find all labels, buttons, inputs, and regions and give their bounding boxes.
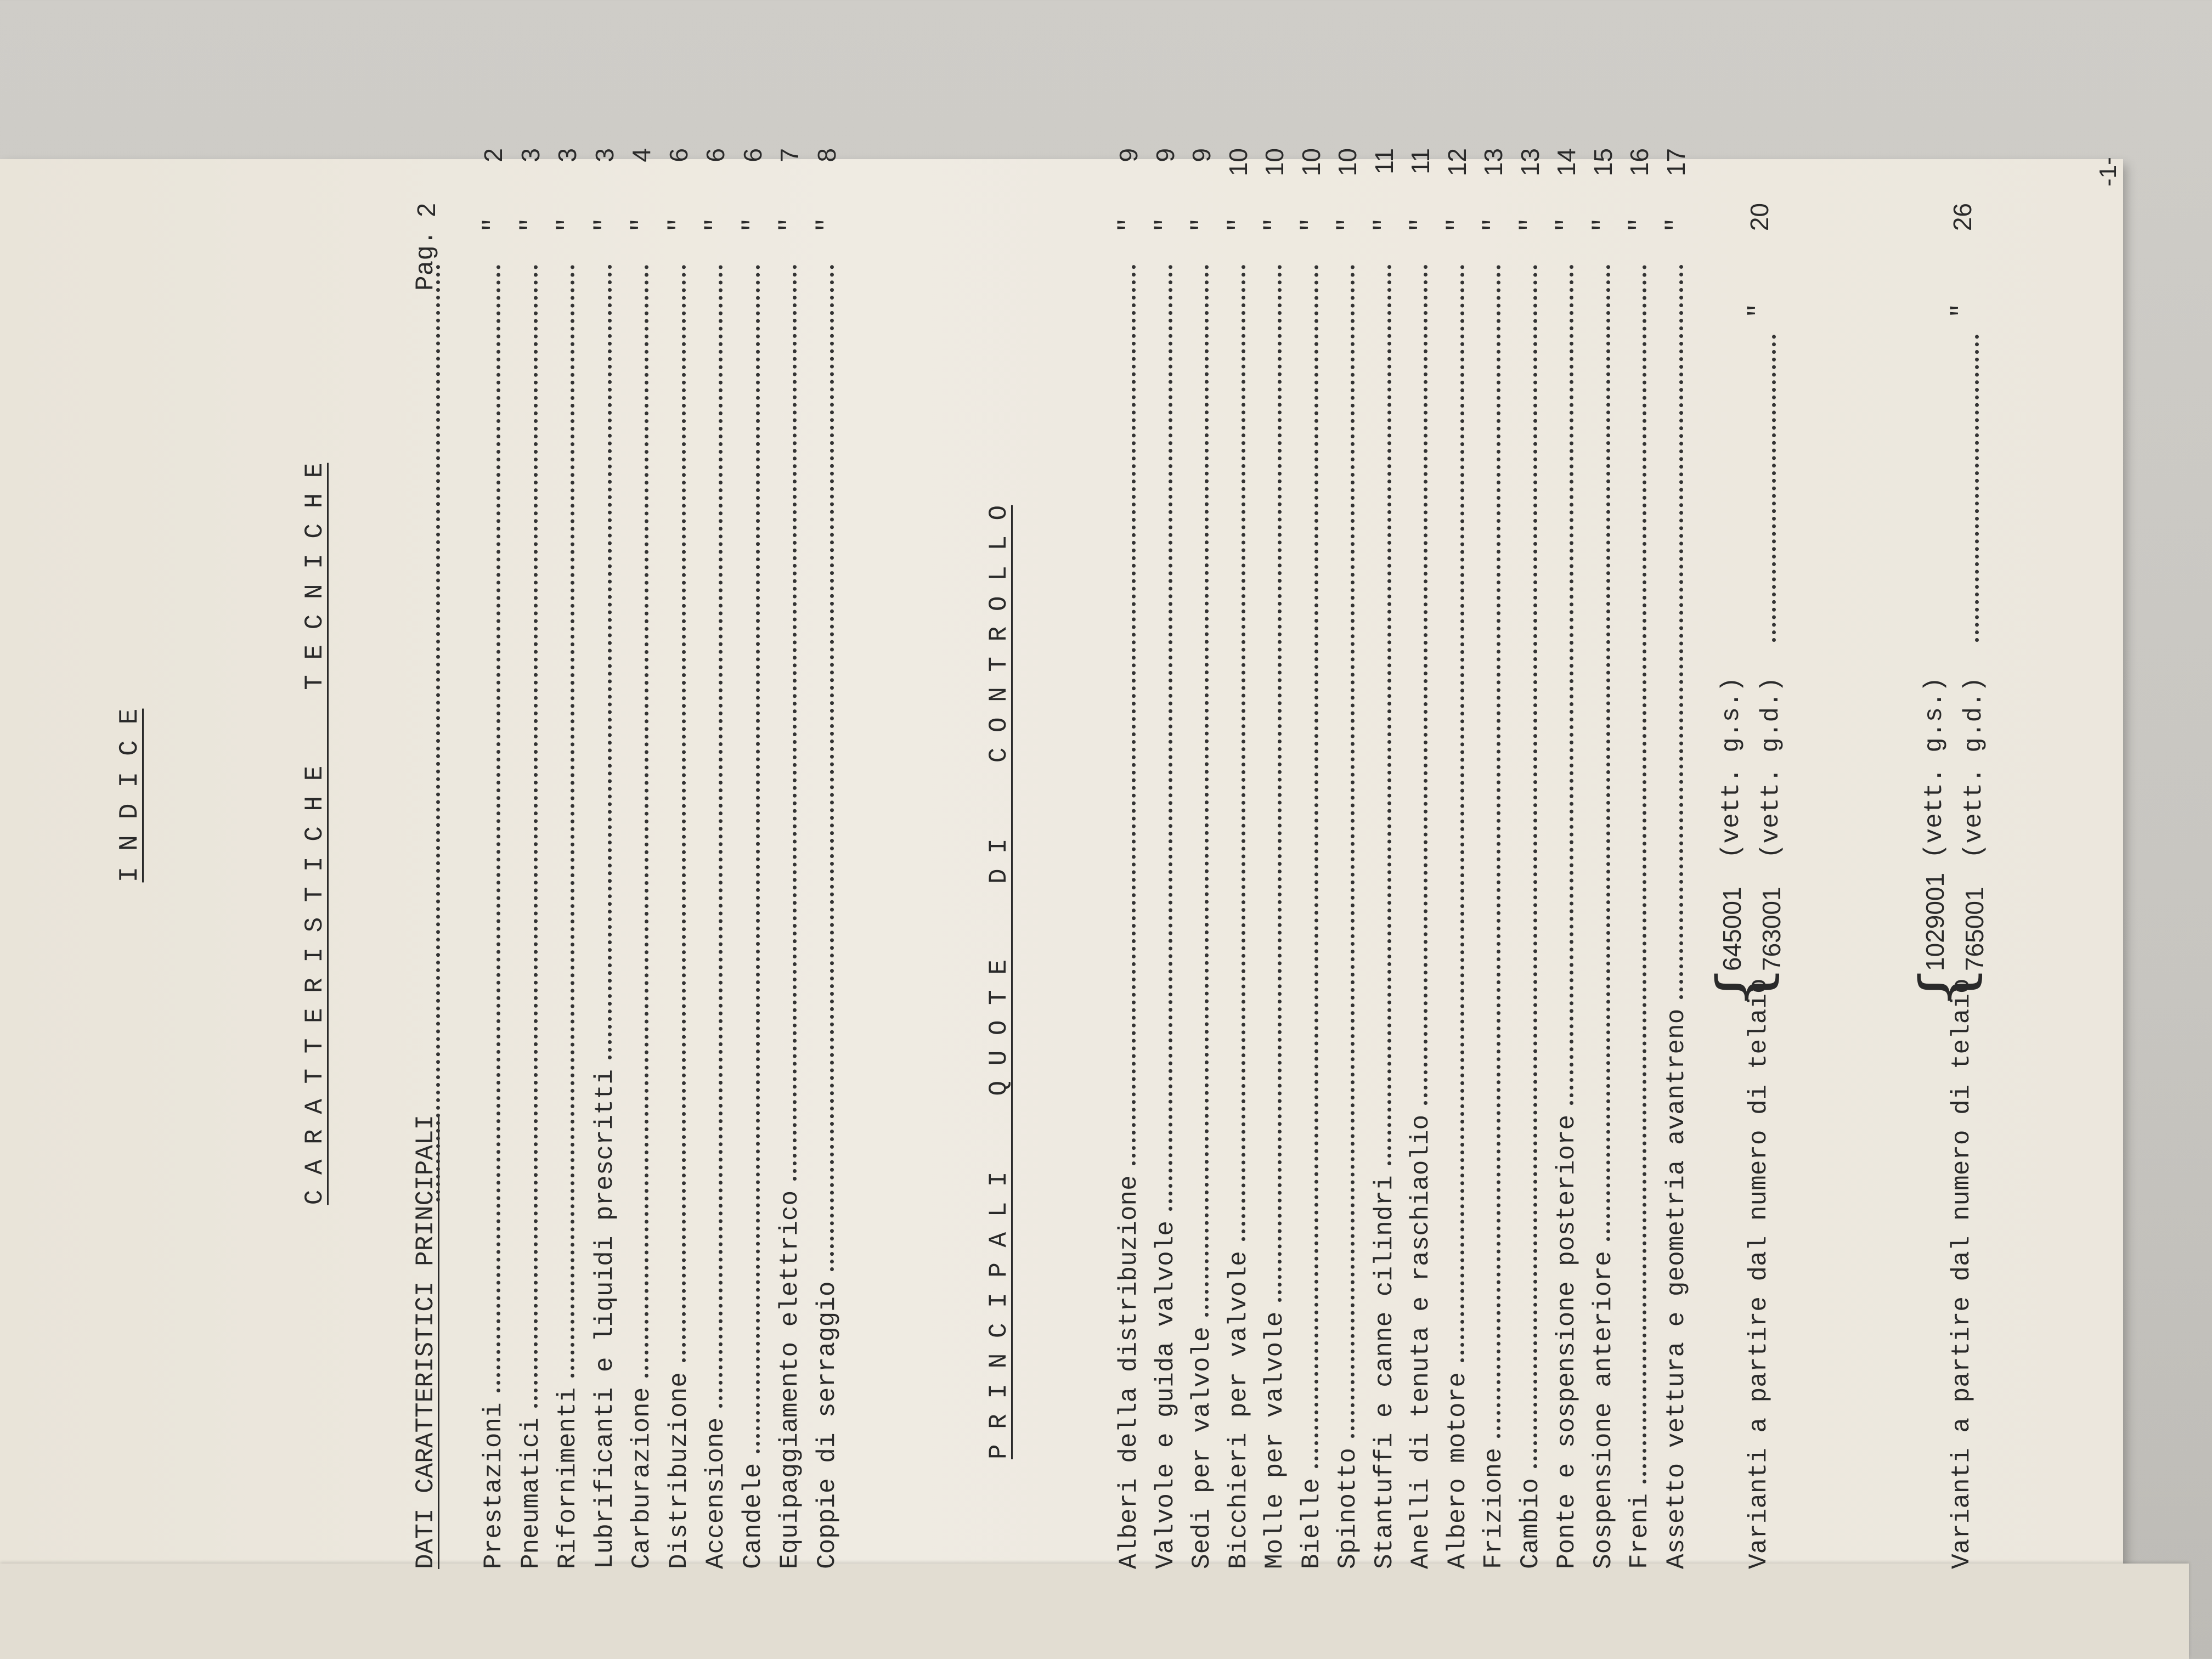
entry-page-number: 10 (1260, 148, 1289, 177)
entry-page-number: 13 (1479, 148, 1508, 177)
index-entry (509, 148, 545, 1569)
dot-leader (1975, 335, 1979, 642)
entry-page-number: 6 (664, 148, 693, 162)
entry-label: Coppie di serraggio (812, 1281, 842, 1569)
ditto-mark: " (1589, 217, 1618, 233)
section2-title: P R I N C I P A L I Q U O T E D I C O N T R O L L O (985, 505, 1013, 1459)
vehicle-type: (vett. g.d.) (1757, 676, 1785, 859)
index-entry (1545, 148, 1581, 1569)
entry-page-number: 9 (1187, 148, 1216, 162)
dot-leader (1132, 264, 1136, 1165)
dot-leader (1351, 264, 1355, 1438)
dot-leader (1424, 264, 1427, 1105)
section1-title-row (411, 252, 448, 1201)
entry-label: Rifornimenti (554, 1387, 582, 1569)
entry-label: Frizione (1480, 1448, 1508, 1569)
dot-leader (1533, 264, 1537, 1468)
index-entry (805, 148, 842, 1569)
entry-label: Valvole e guida valvole (1151, 1221, 1180, 1569)
chassis-number: 763001 (1757, 887, 1786, 971)
dot-leader (645, 264, 648, 1378)
entry-label: Distribuzione (664, 1372, 693, 1569)
index-entry (731, 148, 768, 1569)
variant-label: Varianti a partire dal numero di telaio (1948, 978, 1976, 1569)
index-entry (1399, 148, 1435, 1569)
entry-label: Freni (1626, 1493, 1654, 1569)
entry-page-number: 10 (1296, 148, 1325, 177)
entry-page-number: 6 (738, 148, 767, 162)
ditto-mark: " (1948, 303, 1976, 318)
dot-leader (1278, 264, 1282, 1302)
ditto-mark: " (1662, 217, 1691, 233)
entry-label: Alberi della distribuzione (1115, 1175, 1143, 1569)
ditto-mark: " (590, 217, 619, 233)
dot-leader (756, 264, 760, 1453)
entry-label: Anelli di tenuta e raschiaolio (1407, 1114, 1435, 1569)
vehicle-type: (vett. g.d.) (1960, 676, 1988, 859)
dot-leader (1570, 264, 1573, 1105)
index-entry (1107, 148, 1143, 1569)
dot-leader (1606, 264, 1610, 1241)
dot-leader (1169, 264, 1172, 1211)
entry-label: Equipaggiamento elettrico (776, 1190, 804, 1569)
variant-label: Varianti a partire dal numero di telaio (1745, 978, 1773, 1569)
ditto-mark: " (1334, 217, 1362, 233)
page-prefix: Pag. (411, 230, 440, 291)
entry-label: Ponte e sospensione posteriore (1553, 1114, 1581, 1569)
index-entry (694, 148, 730, 1569)
dot-leader (1242, 264, 1245, 1241)
ditto-mark: " (812, 217, 842, 233)
entry-label: Carburazione (628, 1387, 656, 1569)
entry-label: Molle per valvole (1261, 1311, 1289, 1569)
entry-label: Sedi per valvole (1188, 1327, 1216, 1569)
page-folio: -1- (2095, 157, 2121, 187)
ditto-mark: " (1370, 217, 1399, 233)
entry-label: Pneumatici (516, 1417, 545, 1569)
entry-page-number: 13 (1515, 148, 1544, 177)
ditto-mark: " (738, 217, 768, 233)
brace-symbol: { (1906, 964, 1988, 1009)
entry-page-number: 9 (1114, 148, 1143, 162)
chassis-number: 1029001 (1921, 872, 1949, 971)
entry-page-number: 7 (775, 148, 804, 162)
dot-leader (1387, 264, 1391, 1165)
ditto-mark: " (1188, 217, 1216, 233)
index-entry (1363, 148, 1399, 1569)
dot-leader (534, 264, 538, 1408)
dot-leader (1314, 264, 1318, 1468)
index-entry (1253, 148, 1289, 1569)
dot-leader (1643, 264, 1646, 1483)
index-entry (1472, 148, 1508, 1569)
section1-title: DATI CARATTERISTICI PRINCIPALI (411, 1114, 440, 1569)
index-entry (1217, 148, 1253, 1569)
entry-page-number: 17 (1661, 148, 1690, 177)
index-entry (546, 148, 582, 1569)
entry-page-number: 12 (1442, 148, 1471, 177)
dot-leader (436, 264, 440, 1201)
entry-label: Spinotto (1334, 1448, 1362, 1569)
chassis-number: 765001 (1960, 887, 1989, 971)
entry-label: Assetto vettura e geometria avantreno (1662, 1008, 1691, 1569)
ditto-mark: " (1626, 217, 1654, 233)
dot-leader (1460, 264, 1464, 1362)
index-title: I N D I C E (115, 708, 145, 883)
entry-label: Accensione (702, 1417, 730, 1569)
dot-leader (682, 264, 686, 1362)
entry-label: Lubrificanti e liquidi prescritti (590, 1069, 619, 1569)
ditto-mark: " (1297, 217, 1326, 233)
ditto-mark: " (1516, 217, 1545, 233)
entry-page-number: 3 (516, 148, 545, 162)
index-entry (768, 148, 804, 1569)
entry-label: Cambio (1516, 1478, 1545, 1569)
ditto-mark: " (1151, 217, 1180, 233)
entry-page-number: 16 (1625, 148, 1654, 177)
index-entry (1618, 148, 1654, 1569)
index-entry (1582, 148, 1618, 1569)
ditto-mark: " (1224, 217, 1253, 233)
index-entry (620, 148, 656, 1569)
ditto-mark: " (776, 217, 804, 233)
brace-symbol: { (1703, 964, 1785, 1009)
ditto-mark: " (1553, 217, 1581, 233)
entry-page-number: 11 (1369, 148, 1398, 174)
index-entry (1655, 148, 1691, 1569)
entry-page-number: 10 (1223, 148, 1252, 177)
index-entry (657, 148, 693, 1569)
dot-leader (571, 264, 574, 1378)
dot-leader (608, 264, 612, 1059)
ditto-mark: " (1480, 217, 1508, 233)
index-entry (1509, 148, 1545, 1569)
index-entry (1180, 148, 1216, 1569)
chassis-number: 645001 (1718, 887, 1746, 971)
entry-page-number: 3 (590, 148, 619, 162)
entry-page-number: 20 (1745, 203, 1774, 232)
vehicle-type: (vett. g.s.) (1920, 676, 1949, 859)
dot-leader (830, 264, 834, 1272)
entry-label: Bielle (1297, 1478, 1326, 1569)
ditto-mark: " (516, 217, 545, 233)
entry-label: Albero motore (1443, 1372, 1472, 1569)
ditto-mark: " (664, 217, 693, 233)
entry-page-number: 3 (553, 148, 582, 162)
ditto-mark: " (628, 217, 656, 233)
dot-leader (793, 264, 797, 1181)
ditto-mark: " (554, 217, 582, 233)
technical-characteristics-heading: C A R A T T E R I S T I C H E T E C N I C H E (301, 462, 329, 1205)
ditto-mark: " (1407, 217, 1435, 233)
index-entry (1436, 148, 1472, 1569)
vehicle-type: (vett. g.s.) (1717, 676, 1746, 859)
dot-leader (1205, 264, 1209, 1317)
dot-leader (719, 264, 723, 1408)
section1-page-number: 2 (412, 203, 441, 217)
dot-leader (1497, 264, 1500, 1438)
index-entry (1144, 148, 1180, 1569)
entry-page-number: 14 (1552, 148, 1581, 177)
ditto-mark: " (1443, 217, 1472, 233)
entry-page-number: 2 (479, 148, 507, 162)
entry-label: Stantuffi e canne cilindri (1370, 1175, 1399, 1569)
entry-page-number: 8 (812, 148, 841, 162)
index-entry (1290, 148, 1326, 1569)
index-entry (472, 148, 508, 1569)
ditto-mark: " (1745, 303, 1773, 318)
entry-page-number: 15 (1588, 148, 1617, 177)
entry-label: Prestazioni (479, 1402, 508, 1569)
ditto-mark: " (702, 217, 730, 233)
entry-label: Candele (738, 1463, 768, 1569)
entry-page-number: 26 (1948, 203, 1977, 232)
entry-page-number: 11 (1406, 148, 1435, 174)
entry-page-number: 9 (1150, 148, 1180, 162)
ditto-mark: " (1261, 217, 1289, 233)
index-entry (583, 148, 619, 1569)
index-page (49, 0, 2212, 1624)
ditto-mark: " (479, 217, 508, 233)
entry-label: Sospensione anteriore (1589, 1251, 1618, 1569)
index-entry (1326, 148, 1362, 1569)
entry-label: Bicchieri per valvole (1224, 1251, 1253, 1569)
entry-page-number: 4 (627, 148, 656, 162)
dot-leader (1772, 335, 1776, 642)
entry-page-number: 6 (701, 148, 730, 162)
dot-leader (1679, 264, 1683, 999)
dot-leader (496, 264, 500, 1392)
entry-page-number: 10 (1333, 148, 1362, 177)
ditto-mark: " (1115, 217, 1143, 233)
